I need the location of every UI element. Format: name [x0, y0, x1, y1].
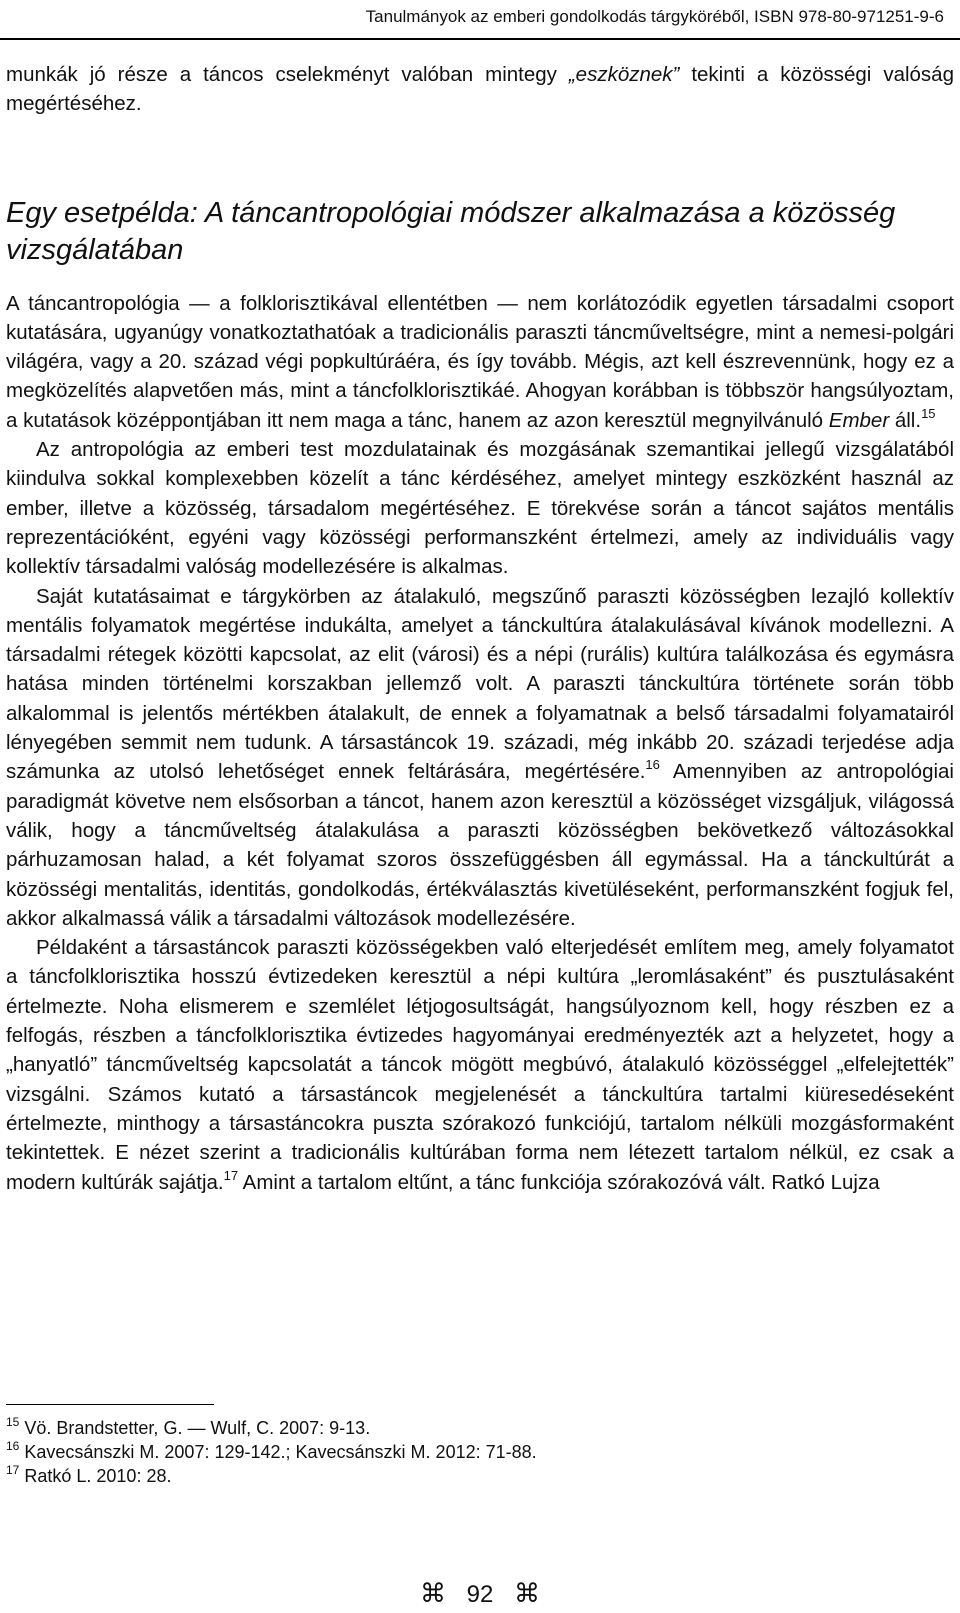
paragraph-4-text-2: Amint a tartalom eltűnt, a tánc funkciója szórakozóvá vált. Ratkó Lujza: [238, 1170, 880, 1194]
paragraph-1-emphasis: Ember: [828, 408, 890, 432]
page-number: 92: [466, 1581, 494, 1608]
footnotes: [6, 1416, 906, 1488]
footnote-15: [6, 1416, 906, 1440]
footnote-text: Vö. Brandstetter, G. — Wulf, C. 2007: 9-13.: [19, 1418, 371, 1438]
footnote-16: [6, 1440, 906, 1464]
paragraph-1: [6, 289, 954, 435]
running-header: [0, 0, 960, 40]
paragraph-1-text: A táncantropológia — a folklorisztikával ellentétben — nem korlátozódik egyetlen társadalmi csoport kutatására, ugyanúgy vonatkoztathatóak a tradicionális paraszti táncműveltségre, mint a nemesi-polgári világéra, vagy a 20. század végi popkultúráéra, és így tovább. Mégis, azt kell észrevennünk, hogy ez a megközelítés alapvetően más, mint a táncfolklorisztikáé. Ahogyan korábban is többször hangsúlyoztam, a kutatások középpontjában itt nem maga a tánc, hanem az azon keresztül megnyilvánuló: [6, 291, 954, 432]
paragraph-3: [6, 582, 954, 934]
paragraph-4-text-1: Példaként a társastáncok paraszti közösségekben való elterjedését említem meg, amely folyamatot a táncfolklorisztika hosszú évtizedeken keresztül a népi kultúra „leromlásaként” és pusztulásaként értelmezte. Noha elismerem e szemlélet létjogosultságát, hangsúlyoznom kell, hogy részben ez a felfogás, részben a táncfolklorisztika évtizedes hagyományai eredményezték azt a helyzetet, hogy a „hanyatló” táncműveltség kapcsolatát a táncok mögött megbúvó, átalakuló közösséggel „elfelejtették” vizsgálni. Számos kutató a társastáncok megjelenését a tánckultúra tartalmi kiüresedéseként értelmezte, minthogy a társastáncokra puszta szórakozó funkciójú, tartalom nélküli mozgásformaként tekintettek. E nézet szerint a tradicionális kultúrában forma nem létezett tartalom nélkül, ez csak a modern kultúrák sajátja.: [6, 936, 954, 1194]
footnote-text: Kavecsánszki M. 2007: 129-142.; Kavecsánszki M. 2012: 71-88.: [19, 1442, 537, 1462]
page-content: [6, 60, 954, 1197]
intro-emphasis: „eszköznek”: [568, 63, 680, 86]
footnote-separator: [6, 1404, 214, 1405]
section-title: Egy esetpélda: A táncantropológiai módszer alkalmazása a közösség vizsgálatában: [6, 196, 896, 266]
running-header-title: Tanulmányok az emberi gondolkodás tárgyköréből, ISBN 978-80-971251-9-6: [365, 7, 944, 26]
intro-text-1: munkák jó része a táncos cselekményt valóban mintegy: [6, 63, 569, 86]
page-footer: [0, 1578, 960, 1609]
paragraph-3-text-1: Saját kutatásaimat e tárgykörben az átalakuló, megszűnő paraszti közösségben lezajló kollektív mentális folyamatok megértése indukálta, amelyet a tánckultúra átalakulásával kívánok modellezni. A társadalmi rétegek közötti kapcsolat, az elit (városi) és a népi (rurális) kultúra találkozása és egymásra hatása minden történelmi korszakban jellemző volt. A paraszti tánckultúra története során több alkalommal is jelentős mértékben átalakult, de ennek a folyamatnak a belső társadalmi folyamatairól lényegében semmit nem tudunk. A társastáncok 19. századi, még inkább 20. századi terjedése adja számunka az utolsó lehetőséget ennek feltárására, megértésére.: [6, 584, 954, 784]
footnote-17: [6, 1464, 906, 1488]
paragraph-2: Az antropológia az emberi test mozdulatainak és mozgásának szemantikai jellegű vizsgálatából kiindulva sokkal komplexebben közelít a tánc kérdéséhez, amelyet mintegy eszközként használ az ember, illetve a közösség, társadalom megértéséhez. E törekvése során a táncot sajátos mentális reprezentációként, egyéni vagy közösségi performanszként értelmezi, amely az individuális vagy kollektív társadalmi valóság modellezésére is alkalmas.: [6, 438, 954, 579]
paragraph-4: [6, 933, 954, 1197]
footnote-ref-17[interactable]: 17: [223, 1167, 239, 1183]
footnote-number: 15: [6, 1415, 20, 1429]
footnote-ref-16[interactable]: 16: [645, 757, 660, 773]
footnote-number: 17: [6, 1463, 20, 1477]
command-key-icon: ⌘: [514, 1578, 541, 1608]
footnote-number: 16: [6, 1439, 20, 1453]
intro-paragraph: [6, 60, 954, 119]
paragraph-1-end: áll.: [889, 408, 922, 432]
footnote-text: Ratkó L. 2010: 28.: [19, 1466, 172, 1486]
footnote-ref-15[interactable]: 15: [921, 405, 936, 421]
paragraph-3-text-2: Amennyiben az antropológiai paradigmát követve nem elsősorban a táncot, hanem azon keresztül a közösséget vizsgáljuk, világossá válik, hogy a táncműveltség átalakulása a paraszti közösségben bekövetkező változásokkal párhuzamosan halad, a két folyamat szoros összefüggésben áll egymással. Ha a tánckultúrát a közösségi mentalitás, identitás, gondolkodás, értékválasztás kivetüléseként, performanszként fogjuk fel, akkor alkalmassá válik a társadalmi változások modellezésére.: [6, 760, 954, 930]
command-key-icon: ⌘: [419, 1578, 446, 1608]
intro-text-2: tekinti a közösségi valóság megértéséhez.: [6, 63, 954, 116]
